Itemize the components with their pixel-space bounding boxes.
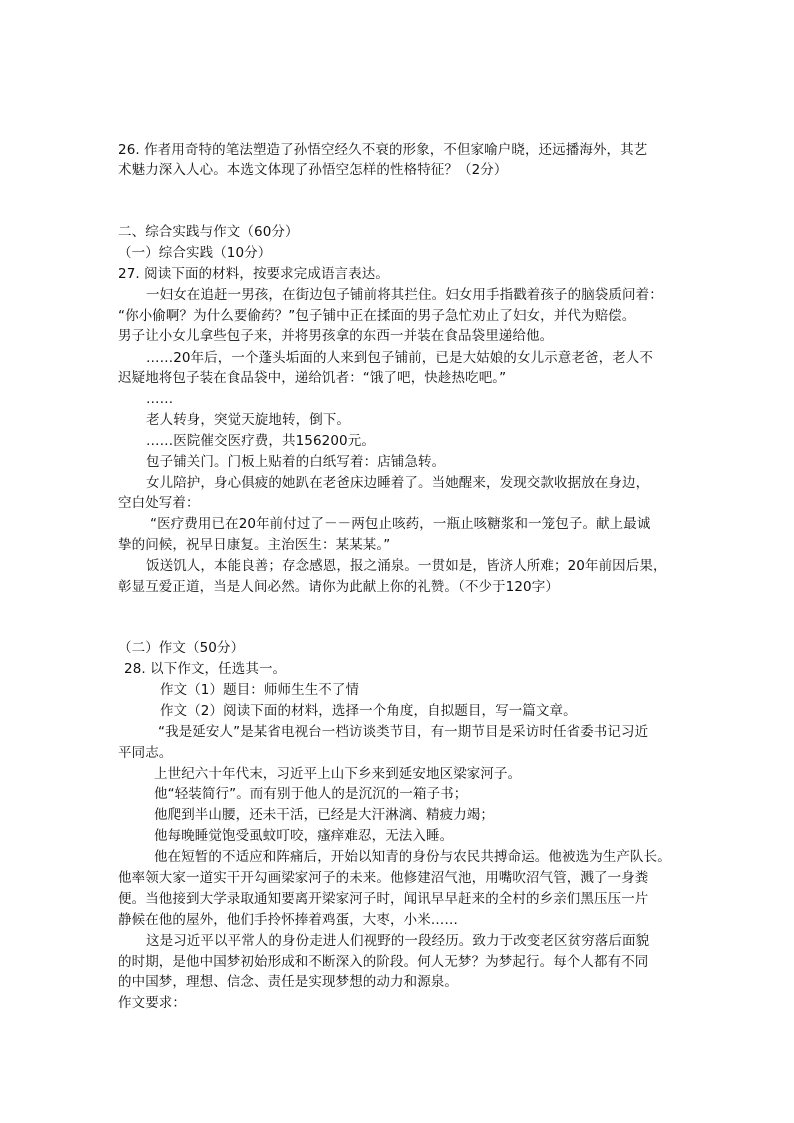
q27-line: ……医院催交医疗费，共156200元。 <box>146 433 375 449</box>
q28-line: “我是延安人”是某省电视台一档访谈类节目，有一期节目是采访时任省委书记习近 <box>158 724 649 740</box>
part1-title: （一）综合实践（10分） <box>118 245 272 261</box>
q27-line: “你小偷啊？为什么要偷药？”包子铺中正在揉面的男子急忙劝止了妇女，并代为赔偿。 <box>118 308 636 324</box>
q27-line: ……20年后，一个蓬头垢面的人来到包子铺前，已是大姑娘的女儿示意老爸，老人不 <box>146 350 653 366</box>
q27-line: 饭送饥人，本能良善；存念感恩，报之涌泉。一贯如是，皆济人所难；20年前因后果， <box>146 558 667 574</box>
q26-line1: 26. 作者用奇特的笔法塑造了孙悟空经久不衰的形象，不但家喻户晓，还远播海外，其艺 <box>118 142 648 158</box>
q28-line: 平同志。 <box>118 745 173 761</box>
q26-line2: 术魅力深入人心。本选文体现了孙悟空怎样的性格特征？（2分） <box>118 162 508 178</box>
q28-option1: 作文（1）题目：师师生生不了情 <box>160 682 360 698</box>
q28-line: 这是习近平以平常人的身份走进人们视野的一段经历。致力于改变老区贫穷落后面貌 <box>146 933 650 949</box>
q28-line: 的时期，是他中国梦初始形成和不断深入的阶段。何人无梦？为梦起行。每个人都有不同 <box>118 954 649 970</box>
q28-stem: 28. 以下作文，任选其一。 <box>124 661 287 677</box>
q27-line: 老人转身，突觉天旋地转，倒下。 <box>146 412 350 428</box>
q28-option2: 作文（2）阅读下面的材料，选择一个角度，自拟题目，写一篇文章。 <box>160 703 577 719</box>
part2-title: （二）作文（50分） <box>118 640 245 656</box>
q27-line: 空白处写着： <box>118 495 200 511</box>
q28-requirements-label: 作文要求： <box>118 995 186 1011</box>
q27-line: 彰显互爱正道，当是人间必然。请你为此献上你的礼赞。（不少于120字） <box>118 579 559 595</box>
q28-line: 他率领大家一道实干开勾画梁家河子的未来。他修建沼气池，用嘴吹沼气管，溅了一身粪 <box>118 870 649 886</box>
q28-line: 他“轻装简行”。而有别于他人的是沉沉的一箱子书； <box>154 786 468 802</box>
q27-line: 迟疑地将包子装在食品袋中，递给饥者：“饿了吧，快趁热吃吧。” <box>118 370 507 386</box>
q27-stem: 27. 阅读下面的材料，按要求完成语言表达。 <box>118 266 389 282</box>
q27-line: 一妇女在追赶一男孩，在街边包子铺前将其拦住。妇女用手指戳着孩子的脑袋质问着： <box>146 287 663 303</box>
q28-line: 的中国梦，理想、信念、责任是实现梦想的动力和源泉。 <box>118 974 458 990</box>
q27-line: 挚的问候，祝早日康复。主治医生：某某某。” <box>118 537 391 553</box>
q28-line: 他在短暂的不适应和阵痛后，开始以知青的身份与农民共搏命运。他被选为生产队长。 <box>154 849 671 865</box>
q27-line: 男子让小女儿拿些包子来，并将男孩拿的东西一并装在食品袋里递给他。 <box>118 328 554 344</box>
q28-line: 静候在他的屋外，他们手拎怀捧着鸡蛋，大枣，小米…… <box>118 912 458 928</box>
q27-line: 女儿陪护，身心俱疲的她趴在老爸床边睡着了。当她醒来，发现交款收据放在身边， <box>146 475 650 491</box>
q27-line: …… <box>146 391 174 407</box>
q27-line: 包子铺关门。门板上贴着的白纸写着：店铺急转。 <box>146 454 446 470</box>
q28-line: 上世纪六十年代末，习近平上山下乡来到延安地区梁家河子。 <box>154 766 522 782</box>
q28-line: 他每晚睡觉饱受虱蚊叮咬，瘙痒难忍，无法入睡。 <box>154 828 454 844</box>
section2-title: 二、综合实践与作文（60分） <box>118 224 299 240</box>
q28-line: 他爬到半山腰，还未干活，已经是大汗淋漓、精疲力竭； <box>154 807 494 823</box>
q27-line: “医疗费用已在20年前付过了－－两包止咳药，一瓶止咳糖浆和一笼包子。献上最诚 <box>150 516 651 532</box>
q28-line: 便。当他接到大学录取通知要离开梁家河子时，闻讯早早赶来的全村的乡亲们黑压压一片 <box>118 891 649 907</box>
